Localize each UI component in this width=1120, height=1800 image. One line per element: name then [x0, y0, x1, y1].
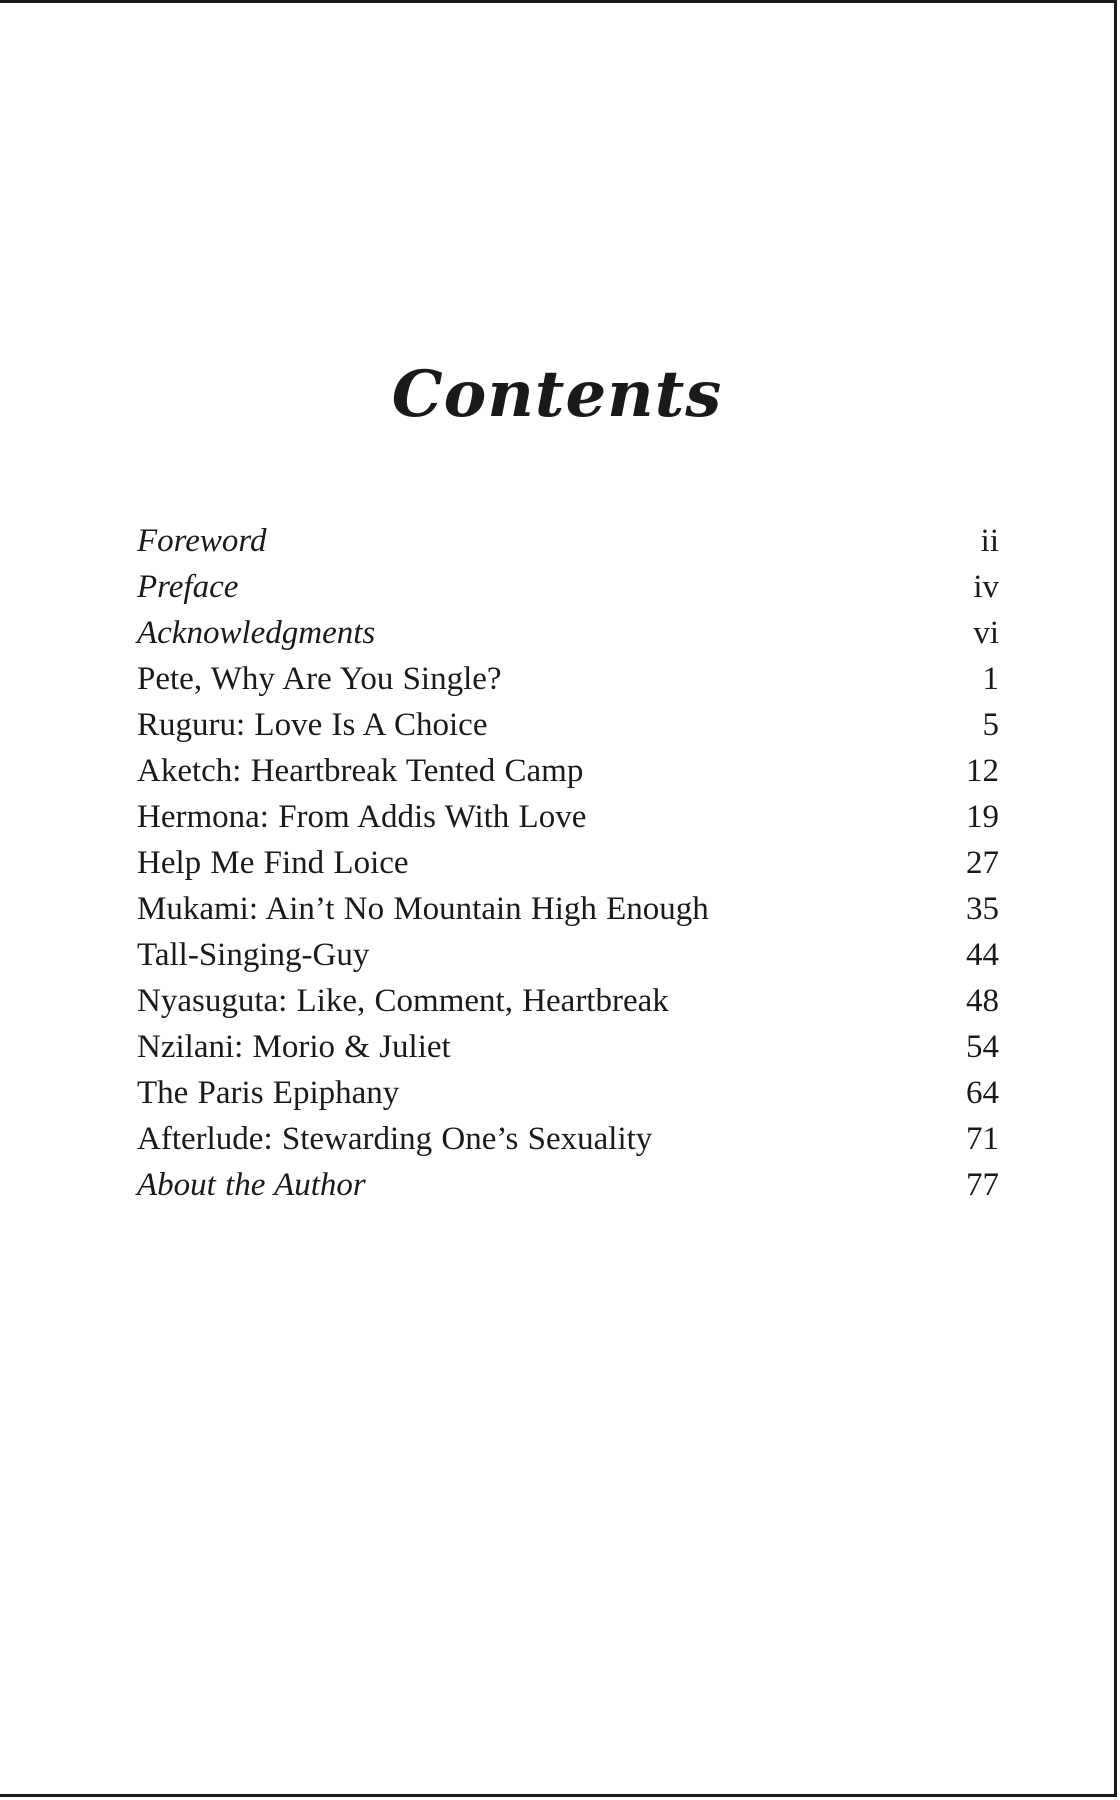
toc-entry-page-number: iv: [973, 569, 999, 605]
toc-entry-page-number: ii: [980, 523, 999, 559]
toc-entry[interactable]: [137, 610, 999, 656]
toc-entry[interactable]: [137, 702, 999, 748]
toc-entry-page-number: 1: [982, 661, 999, 697]
toc-entry-page-number: vi: [973, 615, 999, 651]
toc-entry-title: Help Me Find Loice: [137, 845, 409, 881]
toc-entry-title: Pete, Why Are You Single?: [137, 661, 502, 697]
toc-entry-title: Preface: [137, 569, 239, 605]
toc-entry-page-number: 35: [966, 891, 999, 927]
toc-entry[interactable]: [137, 1116, 999, 1162]
toc-entry-page-number: 5: [982, 707, 999, 743]
toc-entry-page-number: 64: [966, 1075, 999, 1111]
toc-entry-title: Acknowledgments: [137, 615, 376, 651]
toc-entry[interactable]: [137, 932, 999, 978]
toc-entry[interactable]: [137, 1024, 999, 1070]
toc-entry-title: The Paris Epiphany: [137, 1075, 400, 1111]
toc-entry-title: Nyasuguta: Like, Comment, Heartbreak: [137, 983, 669, 1019]
toc-entry[interactable]: [137, 564, 999, 610]
toc-entry-title: Nzilani: Morio & Juliet: [137, 1029, 451, 1065]
toc-entry-title: Hermona: From Addis With Love: [137, 799, 587, 835]
toc-entry-page-number: 44: [966, 937, 999, 973]
toc-entry-title: About the Author: [137, 1167, 366, 1203]
toc-entry[interactable]: [137, 1070, 999, 1116]
toc-entry[interactable]: [137, 978, 999, 1024]
toc-entry-page-number: 27: [966, 845, 999, 881]
toc-entry-page-number: 54: [966, 1029, 999, 1065]
toc-entry[interactable]: [137, 1162, 999, 1208]
toc-entry[interactable]: [137, 886, 999, 932]
toc-entry-title: Afterlude: Stewarding One’s Sexuality: [137, 1121, 653, 1157]
toc-entry[interactable]: [137, 518, 999, 564]
toc-entry-title: Mukami: Ain’t No Mountain High Enough: [137, 891, 709, 927]
table-of-contents: [137, 518, 999, 1208]
toc-entry-page-number: 48: [966, 983, 999, 1019]
toc-entry-title: Tall-Singing-Guy: [137, 937, 370, 973]
toc-entry[interactable]: [137, 840, 999, 886]
toc-entry-title: Foreword: [137, 523, 267, 559]
toc-entry[interactable]: [137, 656, 999, 702]
toc-entry-page-number: 77: [966, 1167, 999, 1203]
toc-entry-page-number: 12: [966, 753, 999, 789]
toc-entry[interactable]: [137, 794, 999, 840]
toc-entry-title: Ruguru: Love Is A Choice: [137, 707, 488, 743]
toc-entry-page-number: 19: [966, 799, 999, 835]
toc-entry-page-number: 71: [966, 1121, 999, 1157]
page-title: Contents: [391, 357, 723, 432]
toc-entry[interactable]: [137, 748, 999, 794]
toc-entry-title: Aketch: Heartbreak Tented Camp: [137, 753, 584, 789]
